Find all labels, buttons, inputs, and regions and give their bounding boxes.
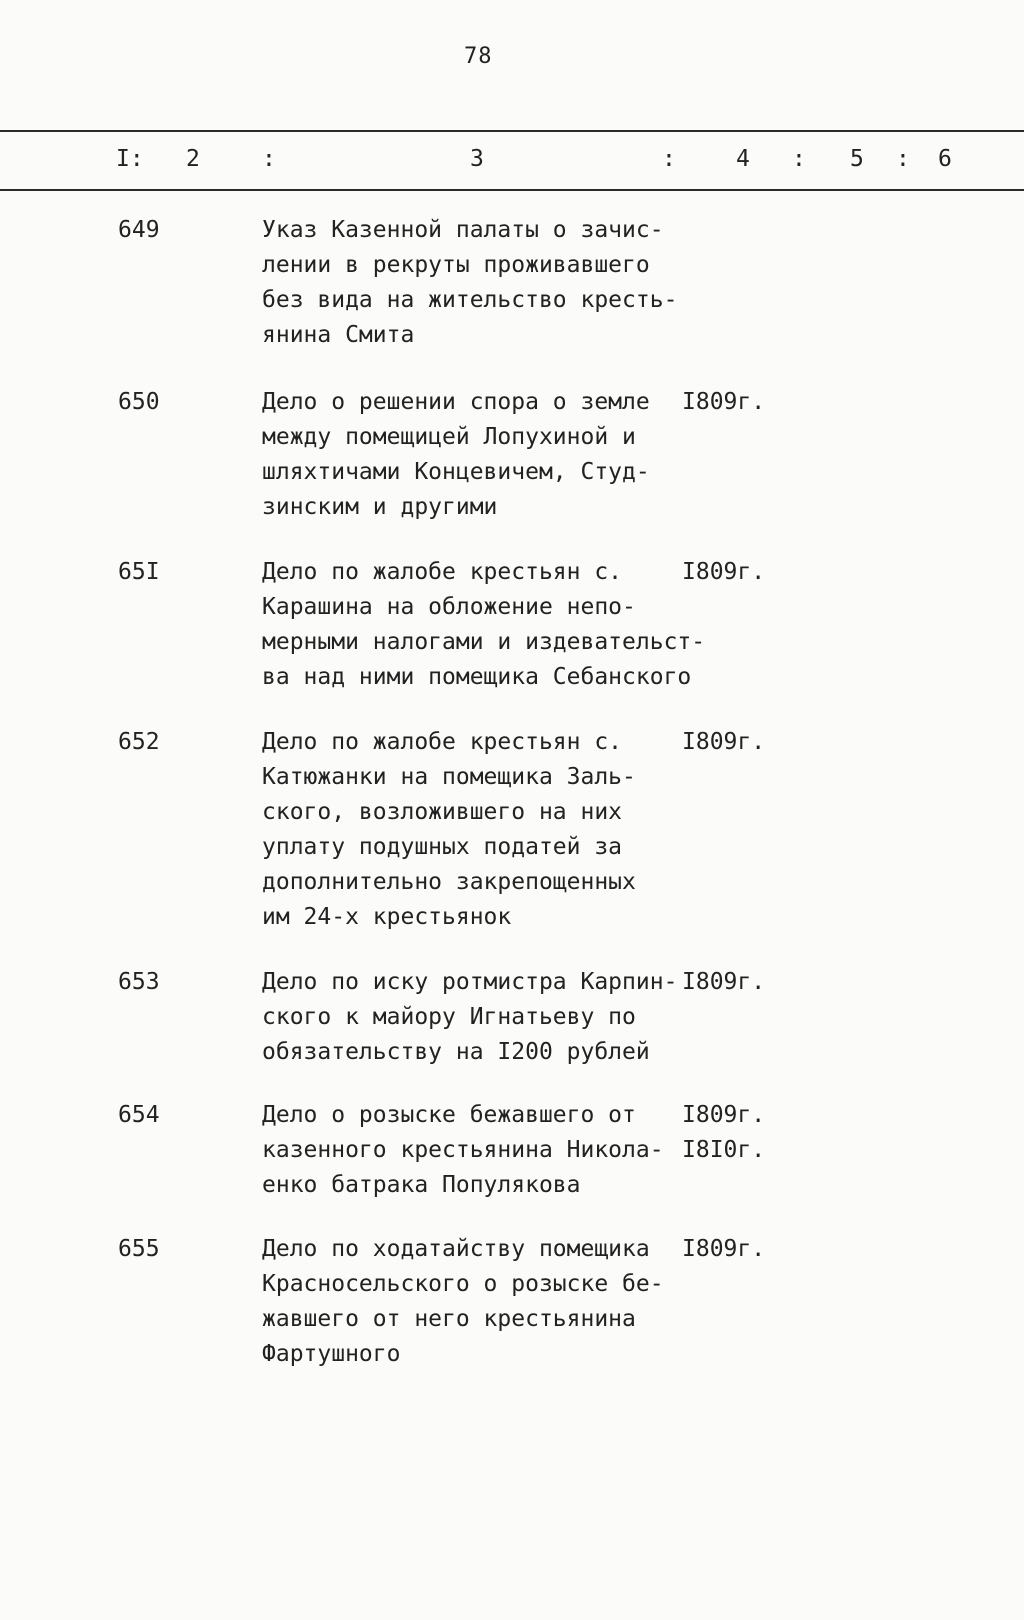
description-line: Дело по иску ротмистра Карпин- xyxy=(262,969,678,995)
column-separator: : xyxy=(792,146,806,172)
description-line: Катюжанки на помещика Заль- xyxy=(262,764,636,790)
description-line: зинским и другими xyxy=(262,494,498,520)
description-line: Указ Казенной палаты о зачис- xyxy=(262,217,664,243)
entry-number: 654 xyxy=(118,1102,160,1128)
entry-dates xyxy=(682,725,765,760)
column-header-2: 2 xyxy=(186,146,200,172)
entry-description xyxy=(262,965,692,1070)
description-line: ского, возложившего на них xyxy=(262,799,623,825)
description-line: лении в рекруты проживавшего xyxy=(262,252,650,278)
entry-date: I809г. xyxy=(682,729,766,755)
column-header-6: 6 xyxy=(938,146,952,172)
entry-description xyxy=(262,1098,692,1203)
description-line: Дело о решении спора о земле xyxy=(262,389,650,415)
entry-dates xyxy=(682,555,765,590)
entry-description xyxy=(262,725,692,935)
description-line: казенного крестьянина Никола- xyxy=(262,1137,664,1163)
entry-number: 655 xyxy=(118,1236,160,1262)
entry-number: 650 xyxy=(118,389,160,415)
description-line: шляхтичами Концевичем, Студ- xyxy=(262,459,650,485)
entry-date: I809г. xyxy=(682,389,766,415)
description-line: Фартушного xyxy=(262,1341,401,1367)
entry-dates xyxy=(682,965,765,1000)
description-line: Дело по жалобе крестьян с. xyxy=(262,729,623,755)
column-header-5: 5 xyxy=(850,146,864,172)
column-separator: : xyxy=(896,146,910,172)
description-line: мерными налогами и издевательст- xyxy=(262,629,706,655)
column-header-4: 4 xyxy=(736,146,750,172)
header-top-rule xyxy=(0,130,1024,132)
description-line: ва над ними помещика Себанского xyxy=(262,664,692,690)
description-line: дополнительно закрепощенных xyxy=(262,869,636,895)
entry-number: 65I xyxy=(118,559,160,585)
entry-number: 649 xyxy=(118,217,160,243)
column-header-3: 3 xyxy=(470,146,484,172)
entry-dates xyxy=(682,1232,765,1267)
description-line: обязательству на I200 рублей xyxy=(262,1039,650,1065)
description-line: жавшего от него крестьянина xyxy=(262,1306,636,1332)
entry-date: I8I0г. xyxy=(682,1137,766,1163)
header-bottom-rule xyxy=(0,189,1024,191)
description-line: без вида на жительство кресть- xyxy=(262,287,678,313)
description-line: Дело по ходатайству помещика xyxy=(262,1236,650,1262)
column-header-row xyxy=(0,146,1024,176)
entry-date: I809г. xyxy=(682,969,766,995)
description-line: между помещицей Лопухиной и xyxy=(262,424,636,450)
description-line: Дело о розыске бежавшего от xyxy=(262,1102,636,1128)
entry-number: 653 xyxy=(118,969,160,995)
description-line: Красносельского о розыске бе- xyxy=(262,1271,664,1297)
entry-description xyxy=(262,1232,692,1372)
entry-number: 652 xyxy=(118,729,160,755)
description-line: янина Смита xyxy=(262,322,415,348)
entry-description xyxy=(262,385,692,525)
column-separator: : xyxy=(662,146,676,172)
description-line: Карашина на обложение непо- xyxy=(262,594,636,620)
column-separator: : xyxy=(262,146,276,172)
entry-dates xyxy=(682,385,765,420)
page-number: 78 xyxy=(464,44,493,69)
description-line: ского к майору Игнатьеву по xyxy=(262,1004,636,1030)
description-line: уплату подушных податей за xyxy=(262,834,623,860)
entry-dates xyxy=(682,1098,765,1168)
entry-date: I809г. xyxy=(682,1102,766,1128)
description-line: енко батрака Популякова xyxy=(262,1172,581,1198)
entry-description xyxy=(262,555,706,695)
column-header-1: I: xyxy=(116,146,144,172)
entry-date: I809г. xyxy=(682,559,766,585)
entry-description xyxy=(262,213,692,353)
description-line: Дело по жалобе крестьян с. xyxy=(262,559,623,585)
entry-date: I809г. xyxy=(682,1236,766,1262)
description-line: им 24-х крестьянок xyxy=(262,904,512,930)
